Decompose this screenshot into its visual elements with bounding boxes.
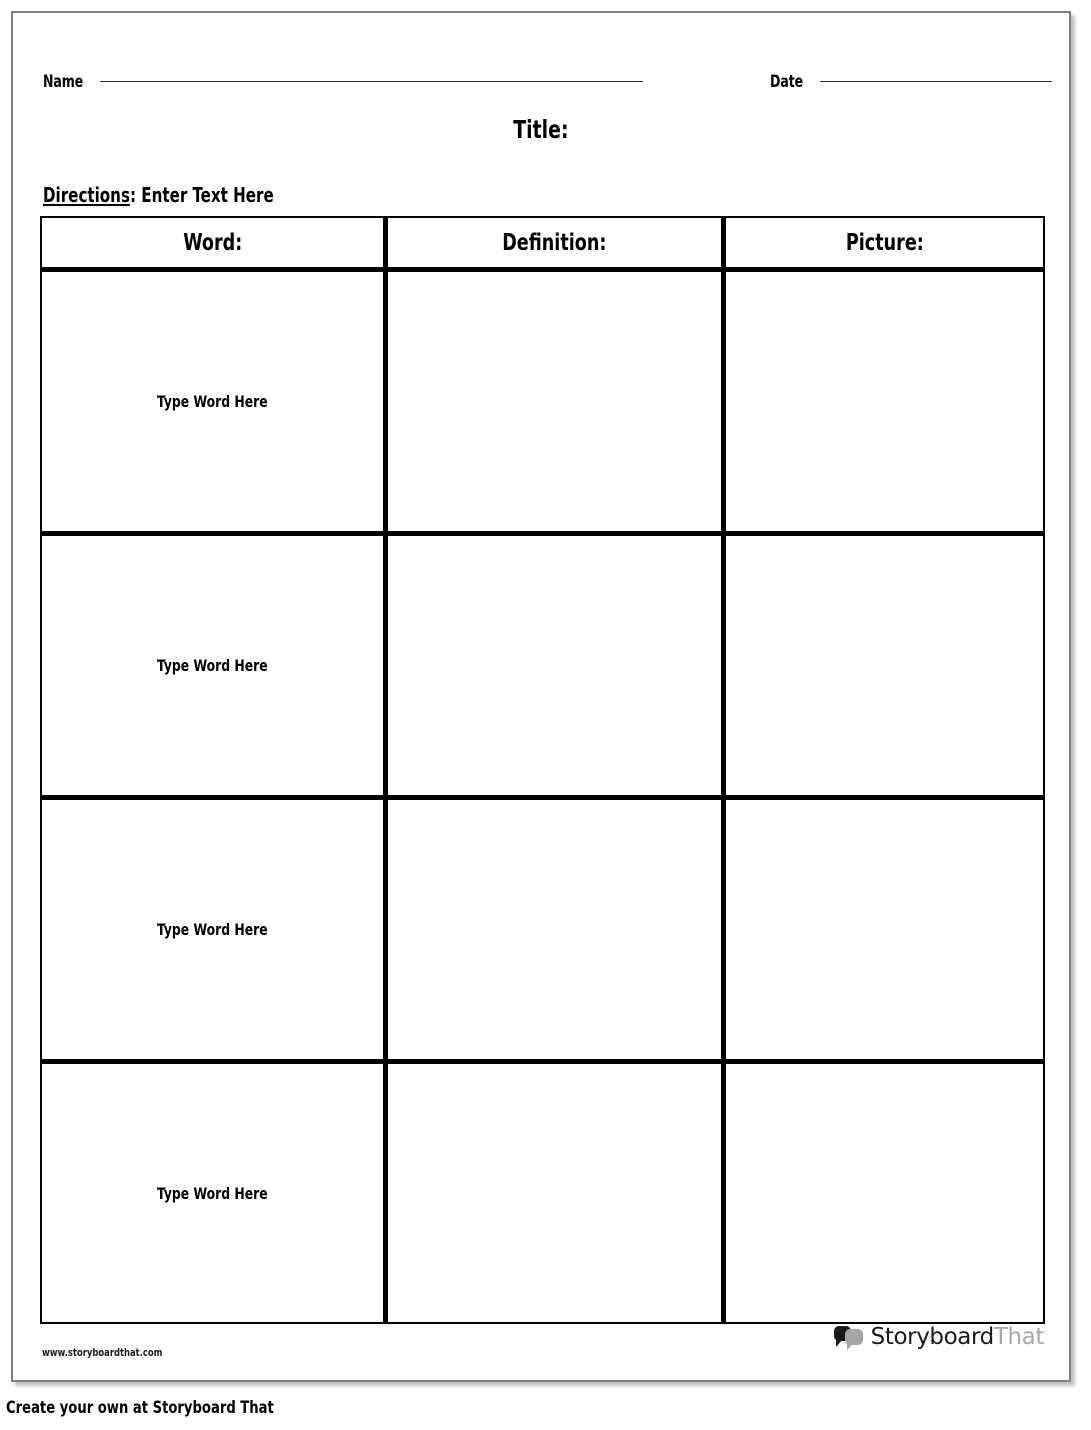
vocabulary-table — [40, 216, 1045, 1324]
name-label: Name — [43, 72, 84, 92]
directions-separator: : — [129, 183, 142, 207]
directions-line[interactable] — [43, 183, 318, 207]
worksheet-page — [11, 11, 1071, 1382]
directions-text[interactable]: Enter Text Here — [141, 183, 274, 207]
page-title-text: Title: — [513, 115, 569, 144]
column-header-definition[interactable] — [388, 218, 726, 267]
word-cell[interactable] — [42, 536, 388, 795]
directions-label: Directions — [43, 183, 130, 207]
picture-cell[interactable] — [726, 536, 1043, 795]
brand-wordmark — [871, 1324, 1044, 1350]
brand-secondary-text: That — [993, 1324, 1044, 1350]
table-row — [42, 536, 1043, 800]
word-cell-text: Type Word Here — [157, 920, 268, 939]
word-cell[interactable] — [42, 1064, 388, 1322]
brand-primary-text: Storyboard — [870, 1324, 994, 1350]
definition-cell[interactable] — [388, 800, 726, 1059]
definition-cell[interactable] — [388, 1064, 726, 1322]
column-header-word-label: Word: — [182, 229, 243, 256]
storyboardthat-logo[interactable] — [834, 1322, 1044, 1352]
word-cell-text: Type Word Here — [157, 1183, 268, 1203]
table-row — [42, 272, 1043, 536]
column-header-picture[interactable] — [726, 218, 1043, 267]
page-title[interactable] — [13, 115, 1069, 144]
word-cell-text: Type Word Here — [157, 392, 268, 411]
word-cell-text: Type Word Here — [157, 656, 268, 675]
picture-cell[interactable] — [726, 272, 1043, 531]
date-label: Date — [770, 72, 804, 92]
picture-cell[interactable] — [726, 800, 1043, 1059]
definition-cell[interactable] — [388, 536, 726, 795]
column-header-definition-label: Definition: — [502, 229, 607, 256]
footer-url[interactable] — [42, 1346, 184, 1359]
create-your-own-caption[interactable] — [6, 1398, 317, 1418]
column-header-word[interactable] — [42, 218, 388, 267]
table-header-row — [42, 218, 1043, 272]
name-write-line[interactable] — [100, 81, 643, 82]
create-your-own-caption-text: Create your own at Storyboard That — [6, 1398, 274, 1418]
table-row — [42, 800, 1043, 1064]
speech-bubbles-icon — [834, 1324, 864, 1350]
footer-url-text: www.storyboardthat.com — [42, 1346, 163, 1359]
word-cell[interactable] — [42, 272, 388, 531]
picture-cell[interactable] — [726, 1064, 1043, 1322]
date-field-row — [770, 70, 1052, 94]
column-header-picture-label: Picture: — [845, 229, 924, 256]
name-field-row — [43, 70, 643, 94]
word-cell[interactable] — [42, 800, 388, 1059]
date-write-line[interactable] — [820, 81, 1052, 82]
definition-cell[interactable] — [388, 272, 726, 531]
table-row — [42, 1064, 1043, 1322]
